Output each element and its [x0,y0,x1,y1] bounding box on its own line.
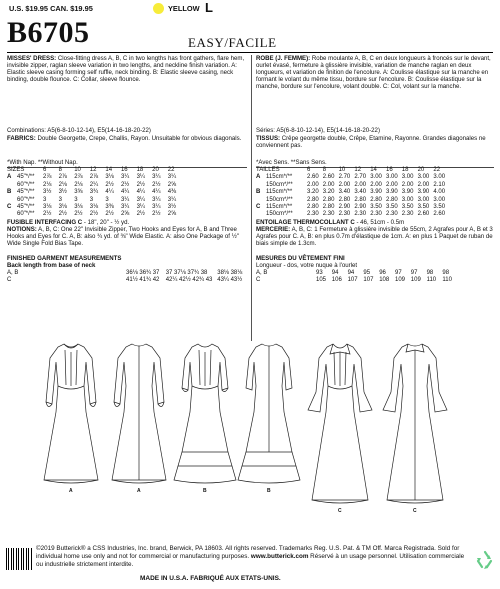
table-cell: 42¼ 42½ 42¾ 43 [165,277,213,284]
yardage-value: 3.00 [417,174,430,181]
recycle-icon [474,549,496,571]
yardage-value: 2.00 [417,181,430,188]
fabric-table-en [7,167,247,219]
yardage-value: 3¼ [120,204,130,211]
table-cell: 20 [417,167,425,173]
view-letter: B [256,189,261,196]
yardage-value: 2.90 [338,204,351,211]
table-cell: 6 [43,167,47,173]
color-label: YELLOW [168,4,200,13]
view-letter: A [256,174,261,181]
table-cell: A, B [256,270,268,276]
yardage-value: 3¼ [136,204,145,211]
table-cell: 10 [338,167,346,173]
yardage-value: 2.30 [401,211,414,218]
view-letter [256,211,266,218]
yardage-value: 3.50 [385,204,398,211]
table-row [256,197,494,204]
table-cell: 108 [379,277,390,284]
yardage-value: 2½ [152,211,161,218]
table-cell: 20 [152,167,159,173]
table-cell: TAILLES [256,167,280,173]
yardage-value: 2.80 [338,196,351,203]
yardage-value: 2½ [105,211,114,218]
yardage-value: 2⅝ [120,211,130,218]
dress-a-back-drawing [112,344,166,483]
fabrics-en [7,135,247,142]
yardage-value: 3¼ [136,174,145,181]
yardage-value: 2.30 [338,211,351,218]
table-cell: 18 [136,167,144,173]
sizes-header-fr [256,167,494,174]
table-row [7,174,247,181]
yardage-value: 3.90 [370,189,382,196]
table-row [7,189,247,196]
yardage-value: 2.80 [322,196,335,203]
yardage-value: 2¼ [89,181,99,188]
yardage-value: 3.90 [401,189,414,196]
description-title-fr: ROBE (J. FEMME): [256,55,311,62]
yardage-value: 2.80 [322,204,335,211]
table-cell: 95 [363,270,371,276]
table-cell: 14 [370,167,377,173]
yardage-value: 4.00 [433,189,446,196]
table-cell: SIZES [7,167,25,173]
yardage-value: 2.60 [307,174,319,181]
yardage-value: 3⅛ [89,204,99,211]
fabric-width: 60"*/** [17,211,35,218]
yardage-value: 3.00 [385,174,398,181]
notions-title-en: NOTIONS: [7,226,37,233]
fabric-rows-en [7,174,247,218]
table-cell: 14 [105,167,113,173]
table-cell: A, B [7,270,19,276]
table-cell: 12 [89,167,97,173]
fabric-width: 150cm*/** [266,196,293,203]
notions-fr [256,226,494,247]
figure-label-a-back: A [137,488,141,494]
table-cell: 97 [410,270,418,276]
yardage-value: 2.00 [385,181,398,188]
fabric-rows-fr [256,174,494,218]
figure-label-b-front: B [203,488,207,494]
interfacing-title-en: FUSIBLE INTERFACING C [7,219,83,226]
yardage-value: 2.80 [370,196,382,203]
yardage-value: 2½ [89,211,99,218]
table-row [256,174,494,181]
finished-title-en: FINISHED GARMENT MEASUREMENTS [7,255,122,262]
combinations-en: Combinations: A5(6-8-10-12-14), E5(14-16-18-20-22) [7,127,151,134]
table-cell: 110 [426,277,437,284]
table-cell: 6 [307,167,311,173]
table-cell: 22 [433,167,441,173]
fabric-width: 45"*/** [17,174,35,181]
table-cell: 106 [331,277,342,284]
table-cell: 107 [347,277,358,284]
table-cell: 16 [120,167,128,173]
table-cell: 98 [442,270,450,276]
yardage-value: 4⅜ [167,189,177,196]
table-cell: 38⅛ 38⅛ [217,270,243,276]
yardage-value: 3.50 [401,204,414,211]
yardage-value: 4¼ [105,189,114,196]
yardage-value: 3.00 [417,196,430,203]
website-link[interactable]: www.butterick.com [250,553,309,561]
table-row [256,182,494,189]
yardage-value: 3¼ [136,196,145,203]
yardage-value: 2.30 [322,211,335,218]
description-en [7,55,247,83]
nap-note-fr: *Avec Sens. **Sans Sens. [256,159,327,166]
yardage-value: 2½ [136,211,145,218]
yardage-value: 2½ [136,181,145,188]
website-fr-text: Réservé à un usage personnel. Utilisation commerciale ou industrielle strictement interdite. [36,553,465,569]
yardage-value: 2.60 [322,174,335,181]
yardage-value: 2⅞ [74,174,83,181]
table-row [256,270,494,277]
barcode-graphic [6,548,33,570]
yardage-value: 2.00 [354,181,367,188]
fabrics-text-en: Double Georgette, Crepe, Challis, Rayon. Unsuitable for obvious diagonals. [37,135,242,142]
yardage-value: 2½ [43,211,52,218]
yardage-value: 3.50 [417,204,430,211]
table-cell: 41½ 41¾ 42 [126,277,160,284]
yardage-value: 2.30 [385,211,398,218]
table-cell: 18 [401,167,409,173]
figure-label-c-front: C [338,508,342,514]
yardage-value: 2.60 [417,211,430,218]
yardage-value: 3.40 [338,189,351,196]
yardage-value: 3.00 [433,174,446,181]
yardage-value: 2.70 [338,174,351,181]
fabric-width: 45"*/** [17,189,35,196]
yardage-value: 3 [43,196,47,203]
yardage-value: 2⅞ [58,174,67,181]
yardage-value: 2⅝ [167,211,177,218]
yardage-value: 3.90 [417,189,430,196]
yardage-value: 3½ [43,189,52,196]
table-cell: 36⅛ 36¾ 37 [126,270,160,276]
interfacing-text-fr: - 46, 51cm - 0.5m [354,219,405,226]
yardage-value: 3¼ [152,204,161,211]
yardage-value: 2.90 [354,204,367,211]
table-cell: 109 [410,277,421,284]
table-cell: 8 [58,167,62,173]
figure-label-c-back: C [413,508,417,514]
description-text-fr: Robe moulante A, B, C en deux longueurs à froncés sur le devant, ourlet évasé, fermeture à glissière invisible, variation de manche raglan en deux longueurs, et variation de finition de l'encolure. A: Coulisse élastique sur la manche en formant le volant du même tissu, bordure sur l'encolure. B: Coulisse élastique sur la manche, bordure sur l'encolure, volant double. C: Col, volant sur la manche. [256,55,491,91]
table-cell: 10 [74,167,81,173]
yardage-value: 3.50 [433,204,446,211]
back-length-title-en: Back length from base of neck [7,262,96,269]
table-row [256,204,494,211]
fabric-width: 60"*/** [17,196,35,203]
yardage-value: 3.20 [322,189,335,196]
yardage-value: 3.20 [307,189,319,196]
yardage-value: 2½ [152,181,161,188]
technical-drawings [0,340,500,530]
finished-table-fr [256,270,494,285]
dress-c-front-drawing [308,344,372,503]
table-row [7,197,247,204]
yardage-value: 3.40 [354,189,367,196]
table-cell: 12 [354,167,362,173]
table-cell: 97 [394,270,402,276]
yardage-value: 2⅛ [43,181,52,188]
yardage-value: 3.00 [370,174,382,181]
yardage-value: 2½ [74,211,83,218]
difficulty-label: EASY/FACILE [188,35,277,50]
yardage-value: 3½ [58,189,67,196]
yardage-value: 2.30 [354,211,367,218]
fabric-width: 115cm*/** [266,204,293,211]
yardage-value: 4¼ [152,189,161,196]
table-row [7,211,247,218]
yardage-value: 2⅝ [167,181,177,188]
yardage-value: 3.00 [401,196,414,203]
yardage-value: 2⅛ [74,181,83,188]
yardage-value: 2.00 [322,181,335,188]
yardage-value: 2.30 [307,211,319,218]
notions-text-fr: A, B, C: 1 Fermeture à glissière invisible de 55cm, 2 Agrafes pour A, B et 3 Agrafes pour C. A, B: en plus 0.7m d'élastique de 1cm. A: en plus 1 Paquet de ruban de biais simple de 1.3cm. [256,226,493,248]
yardage-value: 4¼ [136,189,145,196]
view-letter: A [7,174,12,181]
yardage-value: 3¼ [152,174,161,181]
pattern-number: B6705 [7,16,90,49]
yardage-value: 2.00 [338,181,351,188]
notions-text-en: A, B, C: One 22" Invisible Zipper, Two Hooks and Eyes for A, B and Three Hooks and Eyes for C. A, B: also ¾ yd. of ⅜" Wide Elastic. A: also One Package of ½" Wide Single Fold Bias Tape. [7,226,239,248]
view-letter [256,182,266,189]
view-letter [7,197,17,204]
yardage-value: 4¼ [120,189,130,196]
yardage-value: 2.80 [385,196,398,203]
yardage-value: 3¼ [120,196,130,203]
figure-label-b-back: B [267,488,271,494]
yardage-value: 2½ [120,181,130,188]
description-text-en: Close-fitting dress A, B, C in two lengths has front gathers, flare hem, invisible zipper, raglan sleeve variation in two lengths, and neckline finish variation. A: Elastic sleeve casing forming self ruffle, neck binding. B: Elastic sleeve casing, neck binding, double flounce. C: Collar, sleeve flounce. [7,55,245,84]
yardage-value: 3⅝ [74,189,83,196]
yardage-value: 2.80 [307,204,319,211]
view-letter [7,182,17,189]
yardage-value: 3⅛ [58,204,67,211]
table-cell: 37 37⅛ 37¾ 38 [165,270,208,276]
combinations-fr: Séries: A5(6-8-10-12-14), E5(14-16-18-20-22) [256,127,380,134]
copyright-text [36,545,468,569]
yardage-value: 2.70 [354,174,367,181]
view-letter: C [256,204,261,211]
table-row [256,277,494,284]
yardage-value: 3.00 [401,174,414,181]
made-in-text: MADE IN U.S.A. FABRIQUÉ AUX ETATS-UNIS. [140,575,281,582]
view-letter [7,211,17,218]
table-cell: C [256,277,261,284]
dress-b-front-drawing [174,344,236,483]
yardage-value: 2⅞ [89,174,99,181]
description-fr [256,55,494,90]
view-letter [256,197,266,204]
finished-title-fr: MESURES DU VÊTEMENT FINI [256,255,345,262]
table-cell: 98 [426,270,434,276]
yardage-value: 3 [89,196,94,203]
table-cell: 110 [442,277,452,284]
size-letter: L [205,0,213,15]
header-divider [7,52,493,53]
fabrics-text-fr: Crêpe georgette double, Crêpe, Etamine, Rayonne. Grandes diagonales ne conviennent pas. [256,135,486,150]
table-cell: 109 [394,277,405,284]
table-row [7,277,247,284]
view-letter: B [7,189,12,196]
description-title-en: MISSES' DRESS: [7,55,57,62]
table-cell: 93 [316,270,323,276]
table-row [256,211,494,218]
fabric-width: 45"*/** [17,204,35,211]
table-cell: 94 [347,270,355,276]
yardage-value: 2½ [105,181,114,188]
yardage-value: 3¼ [167,196,177,203]
table-cell: 43¼ 43½ [217,277,243,284]
fabric-width: 115cm*/** [266,174,293,181]
yardage-value: 2.00 [401,181,414,188]
finished-table-en [7,270,247,285]
yardage-value: 2.80 [354,196,367,203]
yardage-value: 3.00 [433,196,446,203]
table-cell: 22 [167,167,175,173]
yardage-value: 2.10 [433,181,446,188]
dress-b-back-drawing [238,344,300,483]
back-length-title-fr: Longueur - dos, votre nuque à l'ourlet [256,262,358,269]
dress-c-back-drawing [383,344,447,503]
yardage-value: 3⅛ [74,204,83,211]
yardage-value: 3 [58,196,62,203]
fabric-width: 60"*/** [17,181,35,188]
column-divider [251,55,252,341]
table-row [256,189,494,196]
table-cell: 107 [363,277,374,284]
notions-en [7,226,247,247]
table-cell: 105 [316,277,327,284]
interfacing-title-fr: ENTOILAGE THERMOCOLLANT C [256,219,355,226]
yardage-value: 3¼ [152,196,161,203]
yardage-value: 2.60 [433,211,446,218]
fabrics-fr [256,135,494,149]
yardage-value: 2½ [58,211,67,218]
yardage-value: 3½ [167,204,177,211]
fabric-table-fr [256,167,494,219]
fabric-width: 150cm*/** [266,211,293,218]
sizes-header-en [7,167,247,174]
yardage-value: 2⅞ [43,174,52,181]
table-cell: 8 [322,167,327,173]
yardage-value: 3⅛ [43,204,52,211]
fabrics-title-en: FABRICS: [7,135,36,142]
table-cell: 94 [331,270,339,276]
yardage-value: 3⅛ [105,174,114,181]
figure-label-a-front: A [69,488,73,494]
notions-title-fr: MERCERIE: [256,226,291,233]
yardage-value: 2⅛ [58,181,67,188]
yardage-value: 2.30 [370,211,382,218]
nap-note-en: *With Nap. **Without Nap. [7,159,78,166]
table-cell: 16 [385,167,393,173]
yardage-value: 3¼ [120,174,130,181]
yardage-value: 2.00 [307,181,319,188]
price-text: U.S. $19.95 CAN. $19.95 [9,4,93,13]
fabric-width: 150cm*/** [266,181,293,188]
yardage-value: 3⅜ [105,204,114,211]
yellow-color-dot-icon [153,3,164,14]
yardage-value: 3 [105,196,109,203]
yardage-value: 3.50 [370,204,382,211]
yardage-value: 2.80 [307,196,319,203]
copyright-line: ©2019 Butterick® a CSS Industries, Inc. brand, Berwick, PA 18603. All rights reserved. Trademarks Reg. U.S. Pat. & TM Off. Marca Registrada. Sold for individual home use only and not for commercial or manufacturing purposes. [36,545,460,561]
table-cell: C [7,277,12,284]
fabrics-title-fr: TISSUS: [256,135,281,142]
yardage-value: 3 [74,196,78,203]
yardage-value: 2.00 [370,181,382,188]
yardage-value: 3¾ [89,189,99,196]
fabric-width: 115cm*/** [266,189,293,196]
yardage-value: 3.90 [385,189,398,196]
dress-a-front-drawing [44,344,98,483]
table-cell: 96 [379,270,386,276]
yardage-value: 3¼ [167,174,177,181]
interfacing-text-en: - 18", 20" - ½ yd. [82,219,130,226]
view-letter: C [7,204,12,211]
